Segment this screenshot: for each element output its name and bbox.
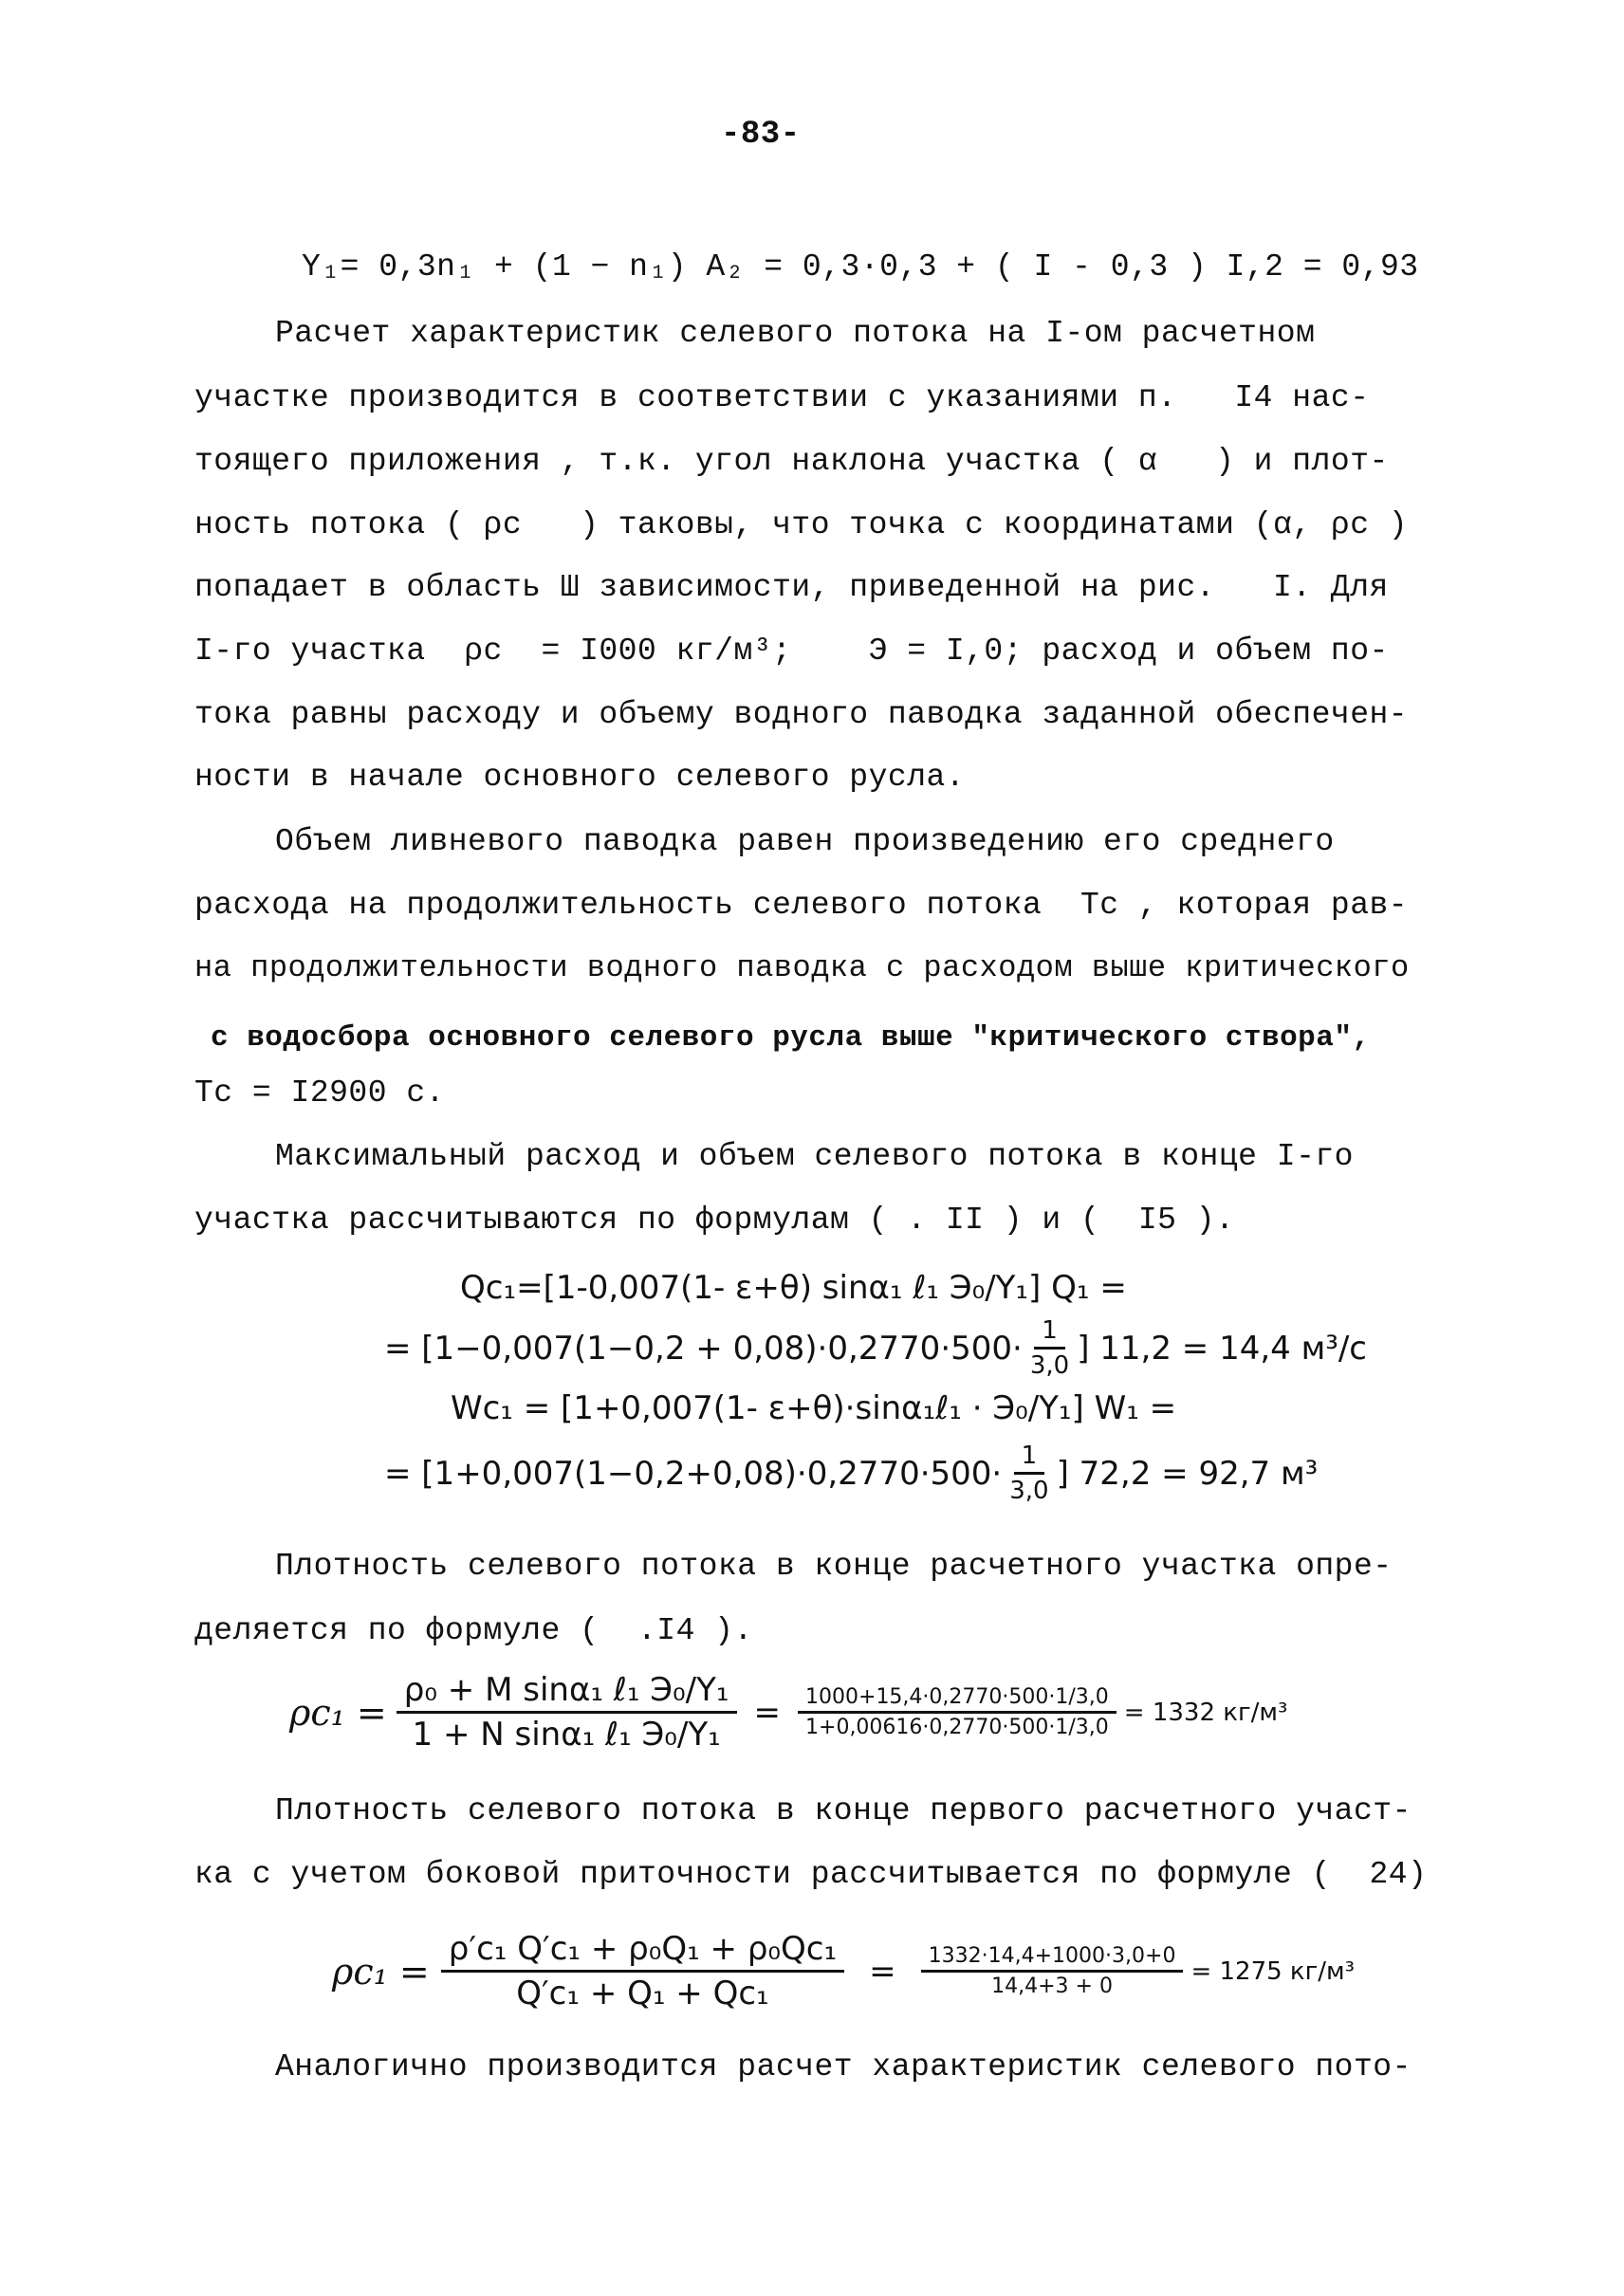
equation-rho-2-fraction bbox=[441, 1930, 844, 2012]
equation-w-part-b: ] 72,2 = 92,7 м³ bbox=[1056, 1454, 1319, 1493]
equation-rho-1-num: ρ₀ + M sinα₁ ℓ₁ Э₀/Y₁ bbox=[397, 1671, 737, 1714]
equation-rho-1-result: = 1332 кг/м³ bbox=[1123, 1698, 1288, 1727]
para1-line-6: I-го участка ρc = I000 кг/м³; Э = I,0; расход и объем по- bbox=[194, 634, 1389, 669]
para1-line-8: ности в начале основного селевого русла. bbox=[194, 760, 966, 795]
equation-rho-1-fraction bbox=[397, 1671, 737, 1754]
equation-rho-1-lhs: ρc₁ = bbox=[289, 1691, 387, 1734]
equation-q-line-1: Qc₁=[1-0,007(1- ε+θ) sinα₁ ℓ₁ Э₀/Y₁] Q₁ = bbox=[460, 1269, 1127, 1307]
equation-w-fraction-num: 1 bbox=[1014, 1442, 1045, 1475]
equation-w-line-1: Wc₁ = [1+0,007(1- ε+θ)·sinα₁ℓ₁ · Э₀/Y₁] W₁ = bbox=[451, 1389, 1177, 1427]
para5-line-2: ка с учетом боковой приточности рассчитывается по формуле ( 24) bbox=[194, 1857, 1428, 1892]
para2-line-1: Объем ливневого паводка равен произведению его среднего bbox=[275, 824, 1335, 859]
para6-line-1: Аналогично производится расчет характеристик селевого пото- bbox=[275, 2049, 1412, 2085]
para3-line-2: участка рассчитываются по формулам ( . II ) и ( I5 ). bbox=[194, 1203, 1235, 1238]
equation-rho-2-den-2: 14,4+3 + 0 bbox=[991, 1975, 1113, 1998]
para1-line-3: тоящего приложения , т.к. угол наклона участка ( α ) и плот- bbox=[194, 444, 1389, 479]
equation-q-part-a: = [1−0,007(1−0,2 + 0,08)·0,2770·500· bbox=[384, 1329, 1023, 1368]
equation-q-fraction-den: 3,0 bbox=[1029, 1351, 1070, 1380]
equation-rho-2 bbox=[332, 1930, 1355, 2012]
para1-line-5: попадает в область Ш зависимости, приведенной на рис. I. Для bbox=[194, 570, 1389, 605]
equation-rho-2-lhs: ρc₁ = bbox=[332, 1950, 430, 1993]
para1-line-1: Расчет характеристик селевого потока на I-ом расчетном bbox=[275, 316, 1316, 351]
para5-line-1: Плотность селевого потока в конце первого расчетного участ- bbox=[275, 1793, 1412, 1828]
equation-w-fraction bbox=[1002, 1442, 1056, 1505]
equation-rho-2-eq: = bbox=[869, 1952, 896, 1991]
equation-rho-1-num-2: 1000+15,4·0,2770·500·1/3,0 bbox=[798, 1685, 1116, 1714]
para4-line-1: Плотность селевого потока в конце расчетного участка опре- bbox=[275, 1549, 1393, 1584]
equation-rho-1 bbox=[289, 1671, 1287, 1754]
para2-line-2: расхода на продолжительность селевого потока Tc , которая рав- bbox=[194, 888, 1409, 923]
equation-rho-1-eq: = bbox=[753, 1693, 782, 1732]
equation-rho-2-fraction-2 bbox=[921, 1944, 1184, 1998]
equation-w-fraction-den: 3,0 bbox=[1009, 1477, 1049, 1505]
equation-rho-1-den-2: 1+0,00616·0,2770·500·1/3,0 bbox=[805, 1716, 1109, 1739]
equation-q-part-b: ] 11,2 = 14,4 м³/с bbox=[1077, 1329, 1368, 1368]
equation-rho-1-fraction-2 bbox=[798, 1685, 1116, 1739]
equation-rho-1-den: 1 + N sinα₁ ℓ₁ Э₀/Y₁ bbox=[412, 1716, 721, 1754]
para3-line-1: Максимальный расход и объем селевого потока в конце I-го bbox=[275, 1139, 1354, 1174]
para1-line-7: тока равны расходу и объему водного паводка заданной обеспечен- bbox=[194, 697, 1409, 732]
para2-line-3: на продолжительности водного паводка с расходом выше критического bbox=[194, 950, 1410, 985]
para2-line-4: с водосбора основного селевого русла выше "критического створа", bbox=[211, 1021, 1371, 1055]
equation-rho-2-result: = 1275 кг/м³ bbox=[1190, 1956, 1356, 1986]
para1-line-2: участке производится в соответствии с указаниями п. I4 нас- bbox=[194, 380, 1370, 415]
para1-line-4: ность потока ( ρc ) таковы, что точка с координатами (α, ρc ) bbox=[194, 507, 1409, 542]
equation-q-line-2 bbox=[384, 1316, 1367, 1380]
equation-w-line-2 bbox=[384, 1442, 1318, 1505]
equation-rho-2-den: Q′c₁ + Q₁ + Qc₁ bbox=[516, 1975, 769, 2012]
equation-y: Y₁= 0,3n₁ + (1 − n₁) A₂ = 0,3·0,3 + ( I - 0,3 ) I,2 = 0,93 bbox=[302, 249, 1419, 285]
equation-rho-2-num: ρ′c₁ Q′c₁ + ρ₀Q₁ + ρ₀Qc₁ bbox=[441, 1930, 844, 1973]
equation-rho-2-num-2: 1332·14,4+1000·3,0+0 bbox=[921, 1944, 1184, 1973]
para2-line-5: Tc = I2900 c. bbox=[194, 1075, 445, 1111]
para4-line-2: деляется по формуле ( .I4 ). bbox=[194, 1613, 753, 1648]
equation-q-fraction bbox=[1023, 1316, 1077, 1380]
equation-q-fraction-num: 1 bbox=[1034, 1316, 1065, 1350]
page-number: -83- bbox=[721, 117, 801, 153]
equation-w-part-a: = [1+0,007(1−0,2+0,08)·0,2770·500· bbox=[384, 1454, 1003, 1493]
